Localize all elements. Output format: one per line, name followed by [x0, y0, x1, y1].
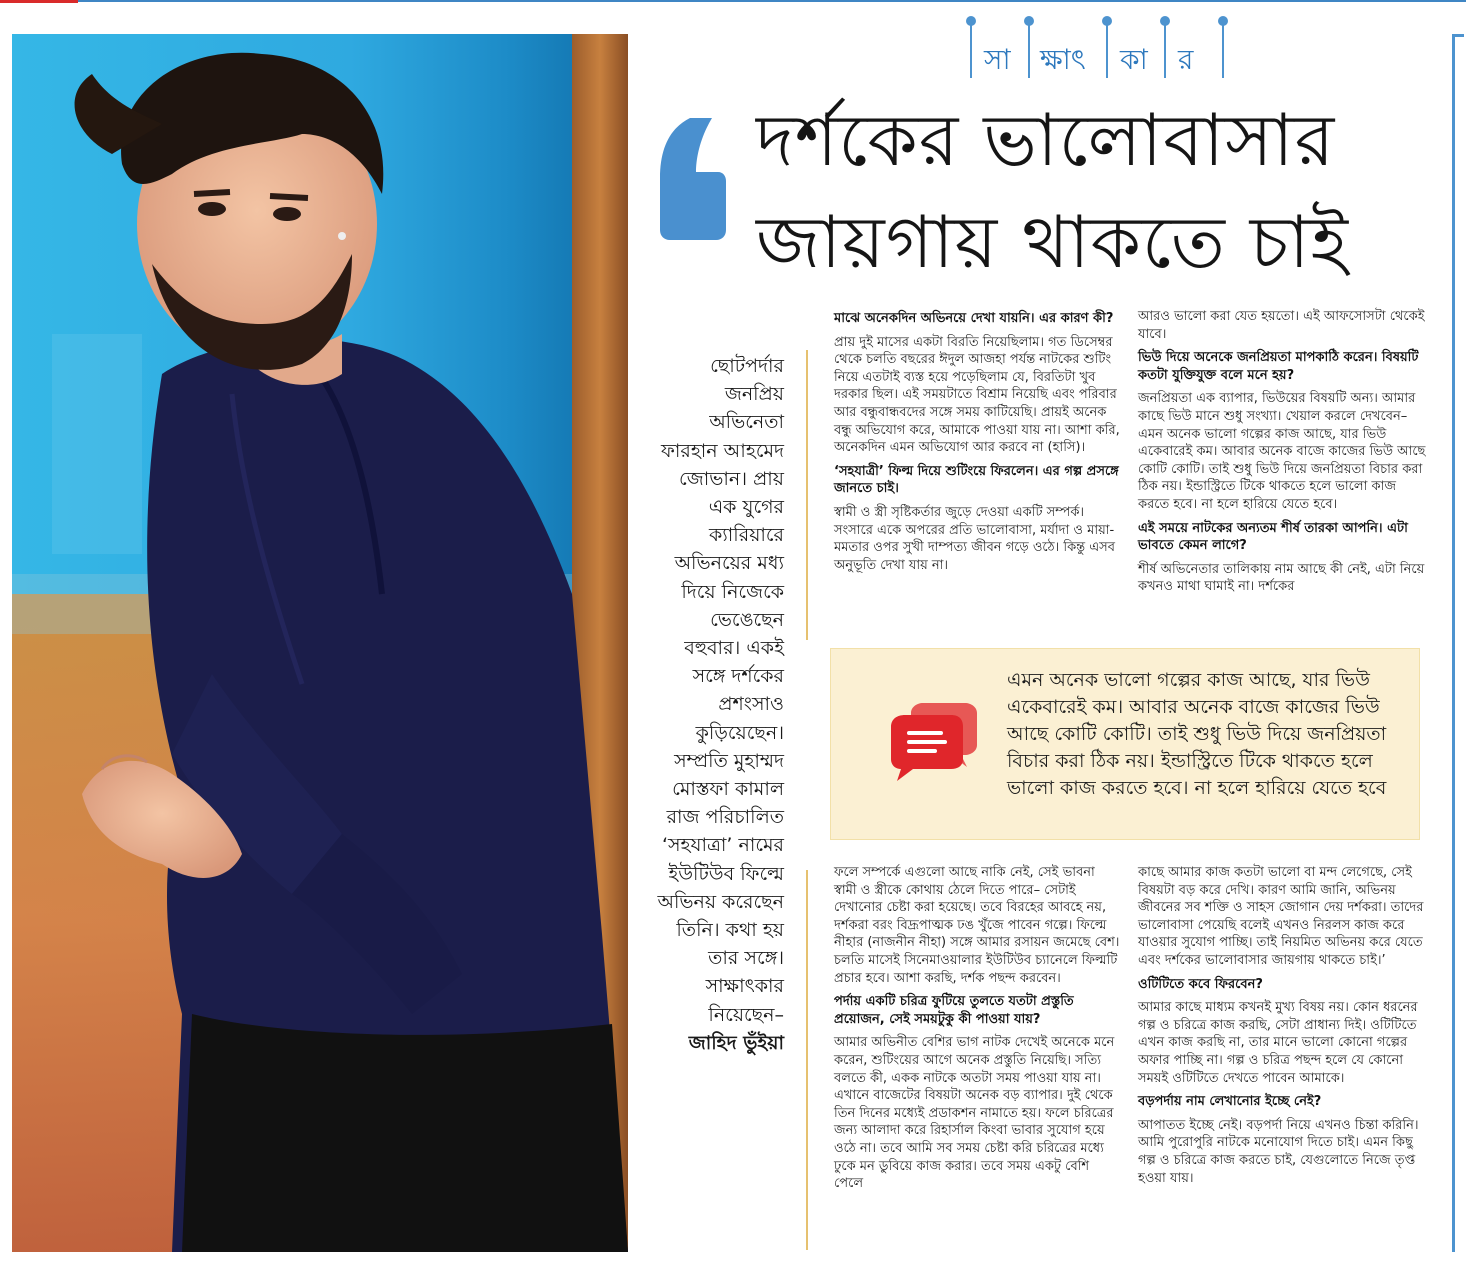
kicker-pin [1106, 24, 1108, 78]
question: এই সময়ে নাটকের অন্যতম শীর্ষ তারকা আপনি। এটা ভাবতে কেমন লাগে? [1138, 520, 1408, 554]
answer: আপাতত ইচ্ছে নেই। বড়পর্দা নিয়ে এখনও চিন্তা করিনি। আমি পুরোপুরি নাটকে মনোযোগ দিতে চাই। এমন কিছু গল্প ও চরিত্রে কাজ করতে চাই, যেগুলোতে নিজে তৃপ্ত হওয়া যায়। [1138, 1117, 1419, 1186]
kicker-pin [1028, 24, 1030, 78]
answer: আরও ভালো করা যেত হয়তো। এই আফসোসটা থেকেই যাবে। [1138, 309, 1425, 342]
article-column-4 [1138, 864, 1428, 1193]
column-rule [806, 870, 808, 1250]
answer: শীর্ষ অভিনেতার তালিকায় নাম আছে কী নেই, এটা নিয়ে কখনও মাথা ঘামাই না। দর্শকের [1138, 561, 1425, 595]
headline-line-1: দর্শকের ভালোবাসার [756, 98, 1336, 182]
top-red-accent [0, 0, 78, 3]
pull-quote-text: এমন অনেক ভালো গল্পের কাজ আছে, যার ভিউ একেবারেই কম। আবার অনেক বাজে কাজের ভিউ আছে কোটি কোটি। তাই শুধু ভিউ দিয়ে জনপ্রিয়তা বিচার করা ঠিক নয়। ইন্ডাস্ট্রিতে টিকে থাকতে হলে ভালো কাজ করতে হবে। না হলে হারিয়ে যেতে হবে [1007, 669, 1387, 799]
kicker-pin [970, 24, 972, 78]
article-column-1 [834, 310, 1120, 580]
kicker-char: র [1178, 43, 1194, 76]
kicker-pin-dot [966, 16, 976, 26]
question: ওটিটিতে কবে ফিরবেন? [1138, 976, 1263, 992]
kicker-pin-dot [1024, 16, 1034, 26]
kicker-char: ক্ষাৎ [1040, 43, 1086, 76]
answer: ফলে সম্পর্কে এগুলো আছে নাকি নেই, সেই ভাবনা স্বামী ও স্ত্রীকে কোথায় ঠেলে দিতে পারে– সেটাই দেখানোর চেষ্টা করা হয়েছে। তবে বিরহের আবহে নয়, দর্শকরা বরং বিদ্রূপাত্মক ঢঙ খুঁজে পাবেন গল্পে। ফিল্মে নীহার (নাজনীন নীহা) সঙ্গে আমার রসায়ন জমেছে বেশ। চলতি মাসেই সিনেমাওয়ালার ইউটিউব চ্যানেলে ফিল্মটি প্রচার হবে। আশা করছি, দর্শক পছন্দ করবেন। [834, 865, 1120, 986]
answer: আমার অভিনীত বেশির ভাগ নাটক দেখেই অনেকে মনে করেন, শুটিংয়ের আগে অনেক প্রস্তুতি নিয়েছি। সত্যি বলতে কী, একক নাটকে অতটা সময় পাওয়া যায় না। এখানে বাজেটের বিষয়টা অনেক বড় ব্যাপার। দুই থেকে তিন দিনের মধ্যেই প্রডাকশন নামাতে হয়। ফলে চরিত্রের জন্য আলাদা করে রিহার্সাল কিংবা ভাবার সুযোগ হয়ে ওঠে না। তবে আমি সব সময় চেষ্টা করি চরিত্রের মধ্যে ঢুকে মন ডুবিয়ে কাজ করার। তবে সময় একটু বেশি পেলে [834, 1035, 1115, 1192]
right-border-cap [1452, 34, 1464, 37]
open-quote-icon [660, 118, 726, 246]
kicker-pin [1164, 24, 1166, 78]
answer: জনপ্রিয়তা এক ব্যাপার, ভিউয়ের বিষয়টি অন্য। আমার কাছে ভিউ মানে শুধু সংখ্যা। খেয়াল করলে দেখবেন– এমন অনেক ভালো গল্পের কাজ আছে, যার ভিউ একেবারেই কম। আবার অনেক বাজে কাজের ভিউ আছে কোটি কোটি। তাই শুধু ভিউ দিয়ে জনপ্রিয়তা বিচার করা ঠিক নয়। ইন্ডাস্ট্রিতে টিকে থাকতে হলে ভালো কাজ করতে হবে। না হলে হারিয়ে যেতে হবে। [1138, 391, 1426, 512]
intro-body: ছোটপর্দার জনপ্রিয় অভিনেতা ফারহান আহমেদ জোভান। প্রায় এক যুগের ক্যারিয়ারে অভিনয়ের মধ্য দিয়ে নিজেকে ভেঙেছেন বহুবার। একই সঙ্গে দর্শকের প্রশংসাও কুড়িয়েছেন। সম্প্রতি মুহাম্মদ মোস্তফা কামাল রাজ পরিচালিত ‘সহযাত্রা’ নামের ইউটিউব ফিল্মে অভিনয় করেছেন তিনি। কথা হয় তার সঙ্গে। সাক্ষাৎকার নিয়েছেন– [657, 355, 784, 1026]
kicker-char: সা [984, 43, 1011, 76]
question: মাঝে অনেকদিন অভিনয়ে দেখা যায়নি। এর কারণ কী? [834, 311, 1114, 326]
actor-photo [12, 34, 628, 1252]
article-column-2 [1138, 308, 1428, 602]
question: ভিউ দিয়ে অনেকে জনপ্রিয়তা মাপকাঠি করেন। বিষয়টি কতটা যুক্তিযুক্ত বলে মনে হয়? [1138, 350, 1419, 383]
intro-text [652, 352, 784, 1057]
question: পর্দায় একটি চরিত্র ফুটিয়ে তুলতে যতটা প্রস্তুতি প্রয়োজন, সেই সময়টুকু কী পাওয়া যায়? [834, 994, 1074, 1027]
column-rule [806, 350, 808, 640]
speech-bubbles-icon [891, 701, 977, 785]
answer: স্বামী ও স্ত্রী সৃষ্টিকর্তার জুড়ে দেওয়া একটি সম্পর্ক। সংসারে একে অপরের প্রতি ভালোবাসা, মর্যাদা ও মায়া-মমতার ওপর সুখী দাম্পত্য জীবন গড়ে ওঠে। কিন্তু এসব অনুভূতি দেখা যায় না। [834, 504, 1115, 573]
kicker-pin-dot [1218, 16, 1228, 26]
answer: কাছে আমার কাজ কতটা ভালো বা মন্দ লেগেছে, সেই বিষয়টা বড় করে দেখি। কারণ আমি জানি, অভিনয় জীবনের সব শক্তি ও সাহস জোগান দেয় দর্শকরা। তাদের ভালোবাসা পেয়েছি বলেই এখনও নিরলস কাজ করে যাওয়ার সুযোগ পাচ্ছি। তাই নিয়মিত অভিনয় করে যেতে এবং দর্শকের ভালোবাসার জায়গায় থাকতে চাই।’ [1138, 865, 1424, 968]
kicker-char: কা [1120, 43, 1148, 76]
question: বড়পর্দায় নাম লেখানোর ইচ্ছে নেই? [1138, 1094, 1322, 1110]
kicker-pin [1222, 24, 1224, 78]
answer: প্রায় দুই মাসের একটা বিরতি নিয়েছিলাম। গত ডিসেম্বর থেকে চলতি বছরের ঈদুল আজহা পর্যন্ত নাটকের শুটিং নিয়ে এতটাই ব্যস্ত হয়ে পড়েছিলাম যে, বিরতিটা খুব দরকার ছিল। এই সময়টাতে বিশ্রাম নিয়েছি এবং পরিবার আর বন্ধুবান্ধবদের সঙ্গে সময় কাটিয়েছি। প্রায়ই অনেক বন্ধু অভিযোগ করে, আমাকে পাওয়া যায় না। আশা করি, অনেকদিন এমন অভিযোগ আর করবে না (হাসি)। [834, 334, 1120, 456]
headline-line-2: জায়গায় থাকতে চাই [756, 200, 1349, 284]
kicker-pin-dot [1160, 16, 1170, 26]
pull-quote-box [830, 648, 1420, 840]
right-border-rule [1452, 34, 1455, 1252]
answer: আমার কাছে মাধ্যম কখনই মুখ্য বিষয় নয়। কোন ধরনের গল্প ও চরিত্রে কাজ করছি, সেটা প্রাধান্য দিই। ওটিটিতে এখন কাজ করছি না, তার মানে ভালো কোনো গল্পের অফার পাচ্ছি না। গল্প ও চরিত্র পছন্দ হলে যে কোনো সময়ই ওটিটিতে দেখতে পাবেন আমাকে। [1138, 1000, 1418, 1086]
section-kicker [960, 12, 1232, 76]
question: ‘সহযাত্রী’ ফিল্ম দিয়ে শুটিংয়ে ফিরলেন। এর গল্প প্রসঙ্গে জানতে চাই। [834, 463, 1119, 497]
top-rule [0, 0, 1466, 2]
article-column-3 [834, 864, 1120, 1199]
author-name: জাহিদ ভুঁইয়া [688, 1031, 784, 1054]
kicker-pin-dot [1102, 16, 1112, 26]
